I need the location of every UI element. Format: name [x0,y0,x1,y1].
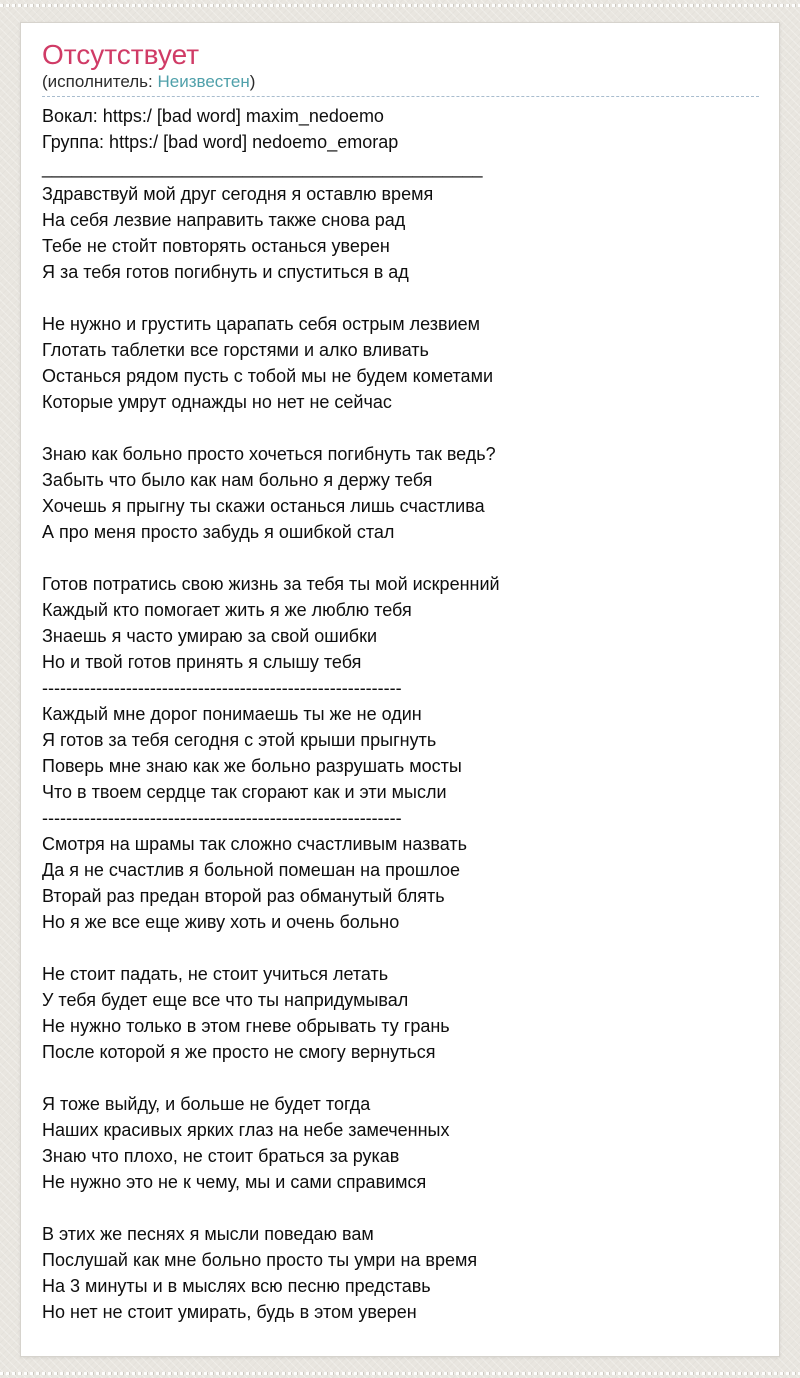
lyrics-line: На 3 минуты и в мыслях всю песню представь [42,1276,431,1296]
lyrics-line: Не нужно это не к чему, мы и сами справимся [42,1172,427,1192]
lyrics-line: Знаю как больно просто хочеться погибнуть так ведь? [42,444,496,464]
lyrics-line: Готов потратись свою жизнь за тебя ты мой искренний [42,574,500,594]
lyrics-line: Но и твой готов принять я слышу тебя [42,652,362,672]
lyrics-line: У тебя будет еще все что ты напридумывал [42,990,409,1010]
lyrics-line: Которые умрут однажды но нет не сейчас [42,392,392,412]
lyrics-line: ------------------------------------------------------------ [42,678,402,698]
lyrics-line: Каждый кто помогает жить я же люблю тебя [42,600,412,620]
lyrics-line: ------------------------------------------------------------ [42,808,402,828]
lyrics-line: Останься рядом пусть с тобой мы не будем кометами [42,366,493,386]
lyrics-line: ____________________________________________ [42,158,483,178]
lyrics-line: Смотря на шрамы так сложно счастливым назвать [42,834,468,854]
lyrics-line: Хочешь я прыгну ты скажи останься лишь счастлива [42,496,485,516]
lyrics-line: Я тоже выйду, и больше не будет тогда [42,1094,371,1114]
artist-label: (исполнитель: [42,72,153,91]
lyrics-line: Не нужно и грустить царапать себя острым лезвием [42,314,481,334]
page-edge-dots-top [0,4,800,7]
lyrics-card [20,22,780,1357]
lyrics-line: Тебе не стойт повторять останься уверен [42,236,390,256]
lyrics-line: А про меня просто забудь я ошибкой стал [42,522,395,542]
lyrics-text [42,103,759,1325]
artist-label-close: ) [249,72,256,91]
lyrics-line: Но нет не стоит умирать, будь в этом уверен [42,1302,417,1322]
lyrics-line: Я за тебя готов погибнуть и спуститься в ад [42,262,409,282]
page-edge-dots-bottom [0,1372,800,1375]
lyrics-line [42,1065,759,1091]
lyrics-line [42,545,759,571]
lyrics-line [42,1195,759,1221]
lyrics-line: Но я же все еще живу хоть и очень больно [42,912,400,932]
artist-link[interactable]: Неизвестен [157,72,250,91]
lyrics-line: Поверь мне знаю как же больно разрушать мосты [42,756,462,776]
lyrics-line: Да я не счастлив я больной помешан на прошлое [42,860,461,880]
lyrics-line: Не стоит падать, не стоит учиться летать [42,964,389,984]
lyrics-line: В этих же песнях я мысли поведаю вам [42,1224,374,1244]
lyrics-line: Послушай как мне больно просто ты умри на время [42,1250,478,1270]
lyrics-line: Знаешь я часто умираю за свой ошибки [42,626,378,646]
lyrics-line: После которой я же просто не смогу вернуться [42,1042,436,1062]
lyrics-line: Не нужно только в этом гневе обрывать ту грань [42,1016,450,1036]
lyrics-line: Забыть что было как нам больно я держу тебя [42,470,433,490]
lyrics-line: Группа: https:/ [bad word] nedoemo_emorap [42,132,399,152]
lyrics-line: Вторай раз предан второй раз обманутый блять [42,886,445,906]
song-title-link[interactable]: Отсутствует [42,39,200,70]
lyrics-line [42,415,759,441]
song-header [42,38,759,97]
lyrics-line: Я готов за тебя сегодня с этой крыши прыгнуть [42,730,437,750]
lyrics-line: Наших красивых ярких глаз на небе замеченных [42,1120,450,1140]
lyrics-line: Что в твоем сердце так сгорают как и эти мысли [42,782,447,802]
lyrics-line: На себя лезвие направить также снова рад [42,210,406,230]
lyrics-line: Каждый мне дорог понимаешь ты же не один [42,704,422,724]
lyrics-line: Глотать таблетки все горстями и алко вливать [42,340,429,360]
lyrics-line: Знаю что плохо, не стоит браться за рукав [42,1146,400,1166]
lyrics-line [42,935,759,961]
artist-line [42,71,759,93]
lyrics-line [42,285,759,311]
lyrics-line: Здравствуй мой друг сегодня я оставлю время [42,184,434,204]
lyrics-line: Вокал: https:/ [bad word] maxim_nedoemo [42,106,384,126]
